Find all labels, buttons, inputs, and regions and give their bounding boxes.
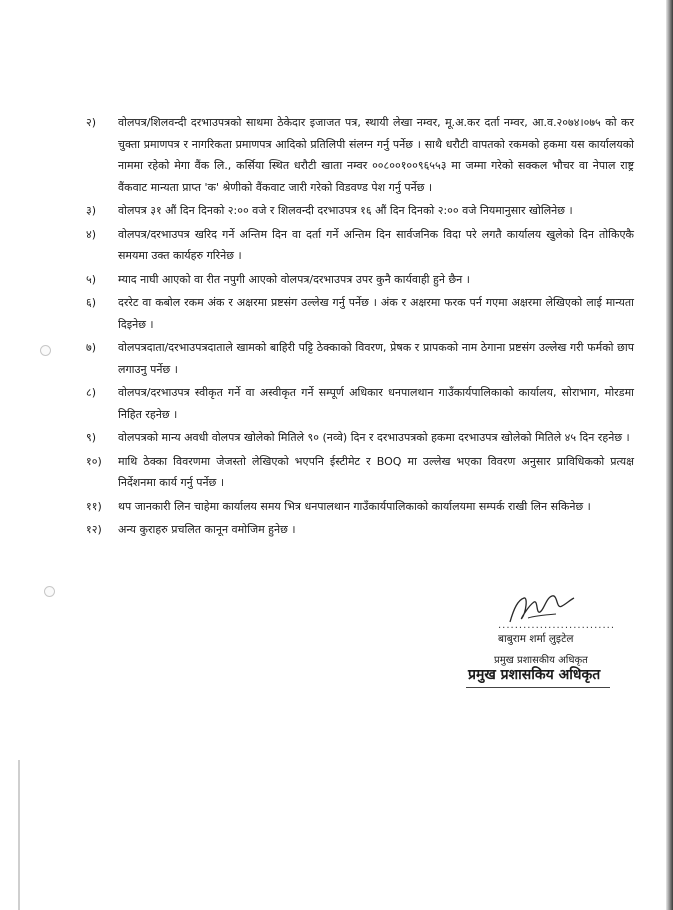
item-text: म्याद नाघी आएको वा रीत नपुगी आएको वोलपत्र/दरभाउपत्र उपर कुनै कार्यवाही हुने छैन । <box>118 272 470 286</box>
signatory-name: बाबुराम शर्मा लुइटेल <box>498 633 574 645</box>
list-item <box>86 496 634 518</box>
item-text: थप जानकारी लिन चाहेमा कार्यालय समय भित्र धनपालथान गाउँकार्यपालिकाको कार्यालयमा सम्पर्क राखी लिन सकिनेछ । <box>118 499 591 513</box>
item-text: वोलपत्र/शिलवन्दी दरभाउपत्रको साथमा ठेकेदार इजाजत पत्र, स्थायी लेखा नम्वर, मू.अ.कर दर्ता नम्वर, आ.व.२०७४।०७५ को कर चुक्ता प्रमाणपत्र र नागरिकता प्रमाणपत्र आदिको प्रतिलिपी संलग्न गर्नु पर्नेछ । साथै धरौटी वापतको रकमको हकमा यस कार्यालयको नाममा रहेको मेगा वैंक लि., कर्सिया स्थित धरौटी खाता नम्वर ००८००१००९६५५३ मा जम्मा गरेको सक्कल भौचर वा नेपाल राष्ट्र वैंकवाट मान्यता प्राप्त 'क' श्रेणीको वैंकवाट जारी गरेको विडवण्ड पेश गर्नु पर्नेछ । <box>118 116 634 194</box>
list-item <box>86 337 634 380</box>
item-text: वोलपत्र ३१ औं दिन दिनको २:०० वजे र शिलवन्दी दरभाउपत्र १६ औं दिन दिनको २:०० वजे नियमानुसार खोलिनेछ । <box>118 204 573 217</box>
item-number: ८) <box>86 386 97 399</box>
list-item <box>86 292 634 335</box>
item-text: वोलपत्र/दरभाउपत्र खरिद गर्ने अन्तिम दिन वा दर्ता गर्ने अन्तिम दिन सार्वजनिक विदा परे लगतै कार्यालय खुलेको दिन तोकिएकै समयमा उक्त कार्यहरु गरिनेछ । <box>118 227 634 262</box>
item-text: माथि ठेक्का विवरणमा जेजस्तो लेखिएको भएपनि ईस्टीमेट र BOQ मा उल्लेख भएका विवरण अनुसार प्राविधिकको प्रत्यक्ष निर्देशनमा कार्य गर्नु पर्नेछ । <box>118 454 634 489</box>
item-number: ६) <box>86 296 97 309</box>
list-item <box>86 224 634 267</box>
item-text: वोलपत्र/दरभाउपत्र स्वीकृत गर्ने वा अस्वीकृत गर्ने सम्पूर्ण अधिकार धनपालथान गाउँकार्यपालिकाको कार्यालय, सोराभाग, मोरडमा निहित रहनेछ । <box>118 386 634 421</box>
item-number: ४) <box>86 227 97 241</box>
punch-hole-icon <box>44 586 55 597</box>
list-item <box>86 451 634 494</box>
item-text: अन्य कुराहरु प्रचलित कानून वमोजिम हुनेछ । <box>118 523 296 536</box>
item-number: ७) <box>86 341 97 354</box>
item-number: १०) <box>86 454 102 468</box>
signatory-title: प्रमुख प्रशासकीय अधिकृत <box>494 655 588 666</box>
list-item <box>86 200 634 222</box>
stamp-underline <box>466 687 610 688</box>
page-edge-line <box>18 760 20 910</box>
list-item <box>86 519 634 541</box>
item-text: दररेट वा कबोल रकम अंक र अक्षरमा प्रष्टसंग उल्लेख गर्नु पर्नेछ । अंक र अक्षरमा फरक पर्न गएमा अक्षरमा लेखिएको लाई मान्यता दिइनेछ । <box>118 296 634 331</box>
list-item <box>86 382 634 425</box>
punch-hole-icon <box>40 345 51 356</box>
list-item <box>86 269 634 291</box>
page-edge-shadow <box>666 0 673 910</box>
list-item <box>86 427 634 449</box>
item-number: ११) <box>86 499 102 513</box>
conditions-list <box>86 112 634 543</box>
item-number: ९) <box>86 431 97 444</box>
item-number: १२) <box>86 523 102 536</box>
item-text: वोलपत्रको मान्य अवधी वोलपत्र खोलेको मितिले ९० (नव्वे) दिन र दरभाउपत्रको हकमा दरभाउपत्र खोलेको मितिले ४५ दिन रहनेछ । <box>118 431 630 444</box>
item-text: वोलपत्रदाता/दरभाउपत्रदाताले खामको बाहिरी पट्टि ठेक्काको विवरण, प्रेषक र प्रापकको नाम ठेगाना प्रष्टसंग उल्लेख गरी फर्मको छाप लगाउनु पर्नेछ । <box>118 341 634 376</box>
official-stamp: प्रमुख प्रशासकिय अधिकृत <box>468 667 601 683</box>
item-number: २) <box>86 116 97 129</box>
list-item <box>86 112 634 198</box>
item-number: ३) <box>86 204 97 217</box>
item-number: ५) <box>86 272 97 286</box>
signature-dotted-line: ............................ <box>498 620 616 631</box>
